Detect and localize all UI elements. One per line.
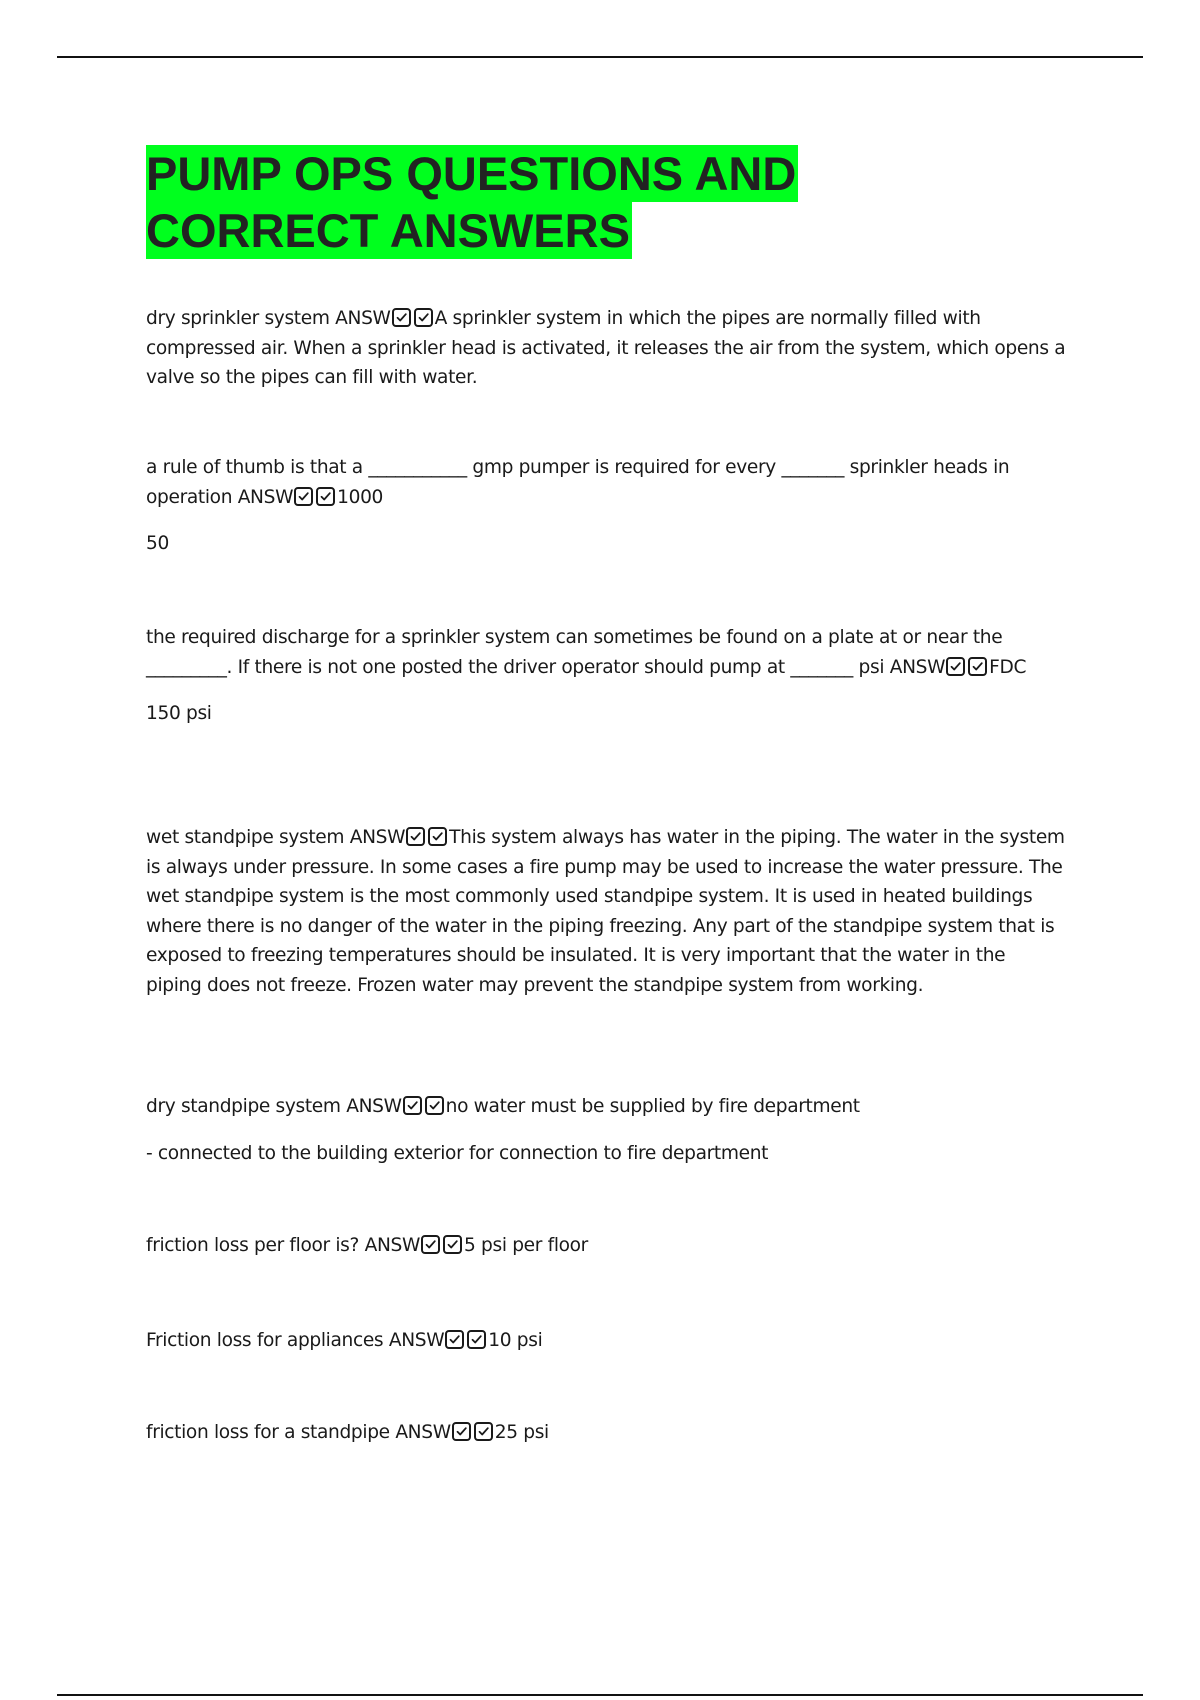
qa-text — [146, 1231, 1066, 1261]
checkbox-checked-icon — [946, 657, 965, 676]
checkbox-checked-icon — [392, 308, 411, 327]
page-title — [146, 145, 906, 259]
checkbox-checked-icon — [443, 1235, 462, 1254]
header-rule — [57, 56, 1143, 58]
qa-text — [146, 623, 1066, 682]
checkbox-checked-icon — [316, 487, 335, 506]
question-text: friction loss per floor is? — [146, 1235, 360, 1256]
question-text: wet standpipe system — [146, 827, 345, 848]
question-text: a rule of thumb is that a ___________ gmp pumper is required for every _______ sprinkler heads in operation — [146, 457, 1010, 508]
answer-text: 25 psi — [494, 1422, 549, 1443]
checkbox-checked-icon — [403, 1096, 422, 1115]
answer-text: A sprinkler system in which the pipes are normally filled with compressed air. When a sprinkler head is activated, it releases the air from the system, which opens a valve so the pipes can fill with water. — [146, 308, 1066, 388]
answer-label: ANSW — [388, 1330, 445, 1351]
title-line-1: PUMP OPS QUESTIONS AND — [146, 147, 797, 200]
checkbox-checked-icon — [421, 1235, 440, 1254]
question-text: friction loss for a standpipe — [146, 1422, 390, 1443]
qa-text — [146, 453, 1066, 512]
answer-label: ANSW — [364, 1235, 421, 1256]
answer-label: ANSW — [237, 486, 294, 508]
checkbox-checked-icon — [452, 1422, 471, 1441]
answer-label: ANSW — [335, 308, 391, 329]
checkbox-checked-icon — [414, 308, 433, 327]
qa-text — [146, 304, 1066, 393]
title-line-2: CORRECT ANSWERS — [146, 204, 630, 257]
question-text: Friction loss for appliances — [146, 1330, 384, 1351]
qa-text — [146, 823, 1066, 1000]
qa-item — [146, 304, 1066, 393]
checkbox-checked-icon — [968, 657, 987, 676]
footer-rule — [57, 1694, 1143, 1696]
answer-continuation: - connected to the building exterior for connection to fire department — [146, 1142, 769, 1164]
answer-label: ANSW — [346, 1096, 402, 1117]
qa-text — [146, 1418, 1066, 1448]
answer-text: This system always has water in the piping. The water in the system is always under pressure. In some cases a fire pump may be used to increase the water pressure. The wet standpipe system is the most commonly used standpipe system. It is used in heated buildings where there is no danger of the water in the piping freezing. Any part of the standpipe system that is exposed to freezing temperatures should be insulated. It is very important that the water in the piping does not freeze. Frozen water may prevent the standpipe system from working. — [146, 827, 1065, 996]
answer-text: 5 psi per floor — [464, 1235, 588, 1256]
qa-text — [146, 1326, 1066, 1356]
qa-item — [146, 453, 1066, 559]
answer-text: 1000 — [337, 486, 384, 508]
qa-text — [146, 1092, 1066, 1122]
qa-item — [146, 623, 1066, 729]
checkbox-checked-icon — [425, 1096, 444, 1115]
qa-item — [146, 1092, 1066, 1168]
answer-continuation: 150 psi — [146, 703, 212, 724]
answer-text: FDC — [989, 656, 1027, 678]
qa-item — [146, 1418, 1066, 1448]
answer-label: ANSW — [889, 656, 946, 678]
question-text: dry standpipe system — [146, 1096, 341, 1117]
answer-text: 10 psi — [488, 1330, 543, 1351]
qa-item — [146, 823, 1066, 1000]
answer-continuation: 50 — [146, 533, 169, 554]
answer-label: ANSW — [395, 1422, 451, 1443]
question-text: dry sprinkler system — [146, 308, 330, 329]
checkbox-checked-icon — [294, 487, 313, 506]
checkbox-checked-icon — [474, 1422, 493, 1441]
checkbox-checked-icon — [445, 1330, 464, 1349]
answer-label: ANSW — [349, 827, 406, 848]
qa-item — [146, 1231, 1066, 1261]
checkbox-checked-icon — [428, 827, 447, 846]
checkbox-checked-icon — [406, 827, 425, 846]
answer-text: no water must be supplied by fire department — [445, 1096, 860, 1117]
question-text: the required discharge for a sprinkler system can sometimes be found on a plate at or near the _________. If there is not one posted the driver operator should pump at _______ psi — [146, 627, 1003, 678]
qa-item — [146, 1326, 1066, 1356]
checkbox-checked-icon — [467, 1330, 486, 1349]
